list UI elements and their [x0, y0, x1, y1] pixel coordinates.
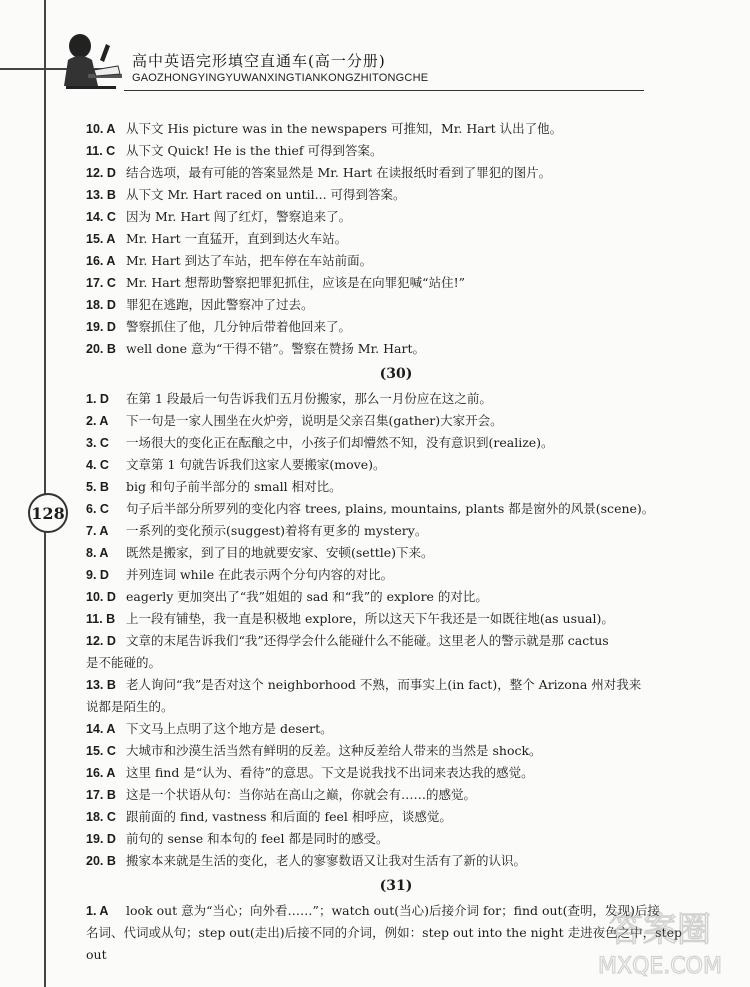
answer-item: [86, 410, 706, 432]
answer-number: 13. B: [86, 188, 116, 202]
answer-number: 12. D: [86, 634, 116, 648]
answer-explanation-continued: 说都是陌生的。: [86, 699, 174, 714]
answer-explanation: 这是一个状语从句：当你站在高山之巅，你就会有……的感觉。: [126, 787, 477, 802]
section-heading-31: (31): [379, 878, 413, 894]
answer-number: 18. D: [86, 298, 116, 312]
answer-item: [86, 630, 706, 652]
answer-explanation: big 和句子前半部分的 small 相对比。: [126, 479, 342, 494]
answer-item: [86, 674, 706, 696]
answer-explanation: Mr. Hart 想帮助警察把罪犯抓住，应该是在向罪犯喊“站住!”: [126, 275, 465, 290]
answer-item: [86, 476, 706, 498]
answer-number: 7. A: [86, 524, 109, 538]
answer-item: [86, 162, 706, 184]
answer-explanation: 一场很大的变化正在酝酿之中，小孩子们却懵然不知，没有意识到(realize)。: [126, 435, 554, 450]
answer-explanation: eagerly 更加突出了“我”姐姐的 sad 和“我”的 explore 的对比。: [126, 589, 488, 604]
student-reading-logo: [58, 30, 128, 100]
answer-item: [86, 542, 706, 564]
answer-number: 17. B: [86, 788, 116, 802]
answer-explanation: Mr. Hart 一直猛开，直到到达火车站。: [126, 231, 348, 246]
answer-item: [86, 388, 706, 410]
answer-item: [86, 740, 706, 762]
answer-explanation: 前句的 sense 和本句的 feel 都是同时的感受。: [126, 831, 389, 846]
answer-number: 13. B: [86, 678, 116, 692]
answer-item: [86, 806, 706, 828]
answer-number: 1. A: [86, 904, 109, 918]
answer-item: [86, 250, 706, 272]
answer-explanation: 罪犯在逃跑，因此警察冲了过去。: [126, 297, 314, 312]
answer-explanation: 并列连词 while 在此表示两个分句内容的对比。: [126, 567, 394, 582]
answer-explanation: 这里 find 是“认为、看待”的意思。下文是说我找不出词来表达我的感觉。: [126, 765, 534, 780]
answer-item: [86, 498, 706, 520]
answer-number: 14. A: [86, 722, 116, 736]
answer-number: 5. B: [86, 480, 109, 494]
answer-explanation: 句子后半部分所罗列的变化内容 trees, plains, mountains, plants 都是窗外的风景(scene)。: [126, 501, 655, 516]
answer-explanation: 下一句是一家人围坐在火炉旁，说明是父亲召集(gather)大家开会。: [126, 413, 503, 428]
answer-item: [86, 586, 706, 608]
answer-number: 16. A: [86, 254, 116, 268]
answer-number: 18. C: [86, 810, 116, 824]
answer-number: 12. D: [86, 166, 116, 180]
answer-explanation: 从下文 His picture was in the newspapers 可推知，Mr. Hart 认出了他。: [126, 121, 563, 136]
answer-explanation: 从下文 Quick! He is the thief 可得到答案。: [126, 143, 383, 158]
answer-number: 11. B: [86, 612, 116, 626]
answer-explanation-continued: 名词、代词或从句；step out(走出)后接不同的介词，例如：step out into the night 走进夜色之中，step out: [86, 925, 682, 962]
answer-item: [86, 718, 706, 740]
answer-item: [86, 272, 706, 294]
answer-item: [86, 206, 706, 228]
answer-explanation: 从下文 Mr. Hart raced on until... 可得到答案。: [126, 187, 406, 202]
answer-number: 15. C: [86, 744, 116, 758]
answer-explanation: 下文马上点明了这个地方是 desert。: [126, 721, 333, 736]
answer-explanation: 搬家本来就是生活的变化，老人的寥寥数语又让我对生活有了新的认识。: [126, 853, 527, 868]
answer-item: [86, 294, 706, 316]
book-title-pinyin: GAOZHONGYINGYUWANXINGTIANKONGZHITONGCHE: [132, 72, 429, 84]
answer-item: [86, 850, 706, 872]
answer-explanation: Mr. Hart 到达了车站，把车停在车站前面。: [126, 253, 373, 268]
answer-number: 8. A: [86, 546, 109, 560]
answer-number: 15. A: [86, 232, 116, 246]
answer-explanation: 大城市和沙漠生活当然有鲜明的反差。这种反差给人带来的当然是 shock。: [126, 743, 542, 758]
header-underline: [124, 90, 644, 91]
answer-explanation-continued: 是不能碰的。: [86, 655, 162, 670]
answer-item: [86, 762, 706, 784]
answer-explanation: 一系列的变化预示(suggest)着将有更多的 mystery。: [126, 523, 428, 538]
answer-explanation: 文章第 1 句就告诉我们这家人要搬家(move)。: [126, 457, 386, 472]
answer-item: [86, 432, 706, 454]
answer-explanation: well done 意为“干得不错”。警察在赞扬 Mr. Hart。: [126, 341, 425, 356]
answer-number: 3. C: [86, 436, 109, 450]
answer-explanation: 跟前面的 find, vastness 和后面的 feel 相呼应，谈感觉。: [126, 809, 452, 824]
answer-number: 16. A: [86, 766, 116, 780]
svg-text:答案圈: 答案圈: [609, 910, 711, 950]
answer-number: 19. D: [86, 832, 116, 846]
answer-number: 19. D: [86, 320, 116, 334]
answer-list-30: [86, 388, 706, 872]
answer-explanation: look out 意为“当心；向外看……”；watch out(当心)后接介词 for；find out(查明，发现)后接: [126, 903, 660, 918]
answer-number: 17. C: [86, 276, 116, 290]
answer-item: [86, 228, 706, 250]
answer-explanation: 警察抓住了他，几分钟后带着他回来了。: [126, 319, 352, 334]
answer-item: [86, 316, 706, 338]
answer-item: [86, 140, 706, 162]
svg-text:MXQE.COM: MXQE.COM: [598, 954, 722, 979]
answer-item: [86, 454, 706, 476]
answer-item: [86, 608, 706, 630]
answer-key-content: [86, 118, 706, 966]
answer-explanation: 既然是搬家，到了目的地就要安家、安顿(settle)下来。: [126, 545, 434, 560]
answer-item: [86, 520, 706, 542]
answer-explanation: 在第 1 段最后一句告诉我们五月份搬家，那么一月份应在这之前。: [126, 391, 492, 406]
answer-explanation: 文章的末尾告诉我们“我”还得学会什么能碰什么不能碰。这里老人的警示就是那 cactus: [126, 633, 609, 648]
answer-item: [86, 118, 706, 140]
answer-number: 20. B: [86, 854, 116, 868]
answer-number: 11. C: [86, 144, 116, 158]
answer-explanation: 因为 Mr. Hart 闯了红灯，警察追来了。: [126, 209, 352, 224]
answer-item: [86, 184, 706, 206]
answer-number: 4. C: [86, 458, 109, 472]
answer-number: 6. C: [86, 502, 109, 516]
answer-number: 2. A: [86, 414, 109, 428]
book-title: 高中英语完形填空直通车(高一分册): [132, 52, 386, 70]
section-heading-30: (30): [379, 366, 413, 382]
answer-list-29: [86, 118, 706, 360]
answer-explanation: 结合选项，最有可能的答案显然是 Mr. Hart 在读报纸时看到了罪犯的图片。: [126, 165, 552, 180]
page-number: 128: [28, 493, 68, 533]
answer-number: 14. C: [86, 210, 116, 224]
answer-number: 20. B: [86, 342, 116, 356]
answer-number: 1. D: [86, 392, 109, 406]
answer-explanation: 老人询问“我”是否对这个 neighborhood 不熟，而事实上(in fact)，整个 Arizona 州对我来: [126, 677, 642, 692]
answer-number: 10. A: [86, 122, 116, 136]
answer-item: [86, 784, 706, 806]
answer-explanation: 上一段有铺垫，我一直是积极地 explore，所以这天下午我还是一如既往地(as usual)。: [126, 611, 614, 626]
answer-number: 10. D: [86, 590, 116, 604]
watermark-logo: [580, 893, 740, 983]
answer-item: [86, 338, 706, 360]
answer-item: [86, 564, 706, 586]
answer-number: 9. D: [86, 568, 109, 582]
answer-item: [86, 828, 706, 850]
